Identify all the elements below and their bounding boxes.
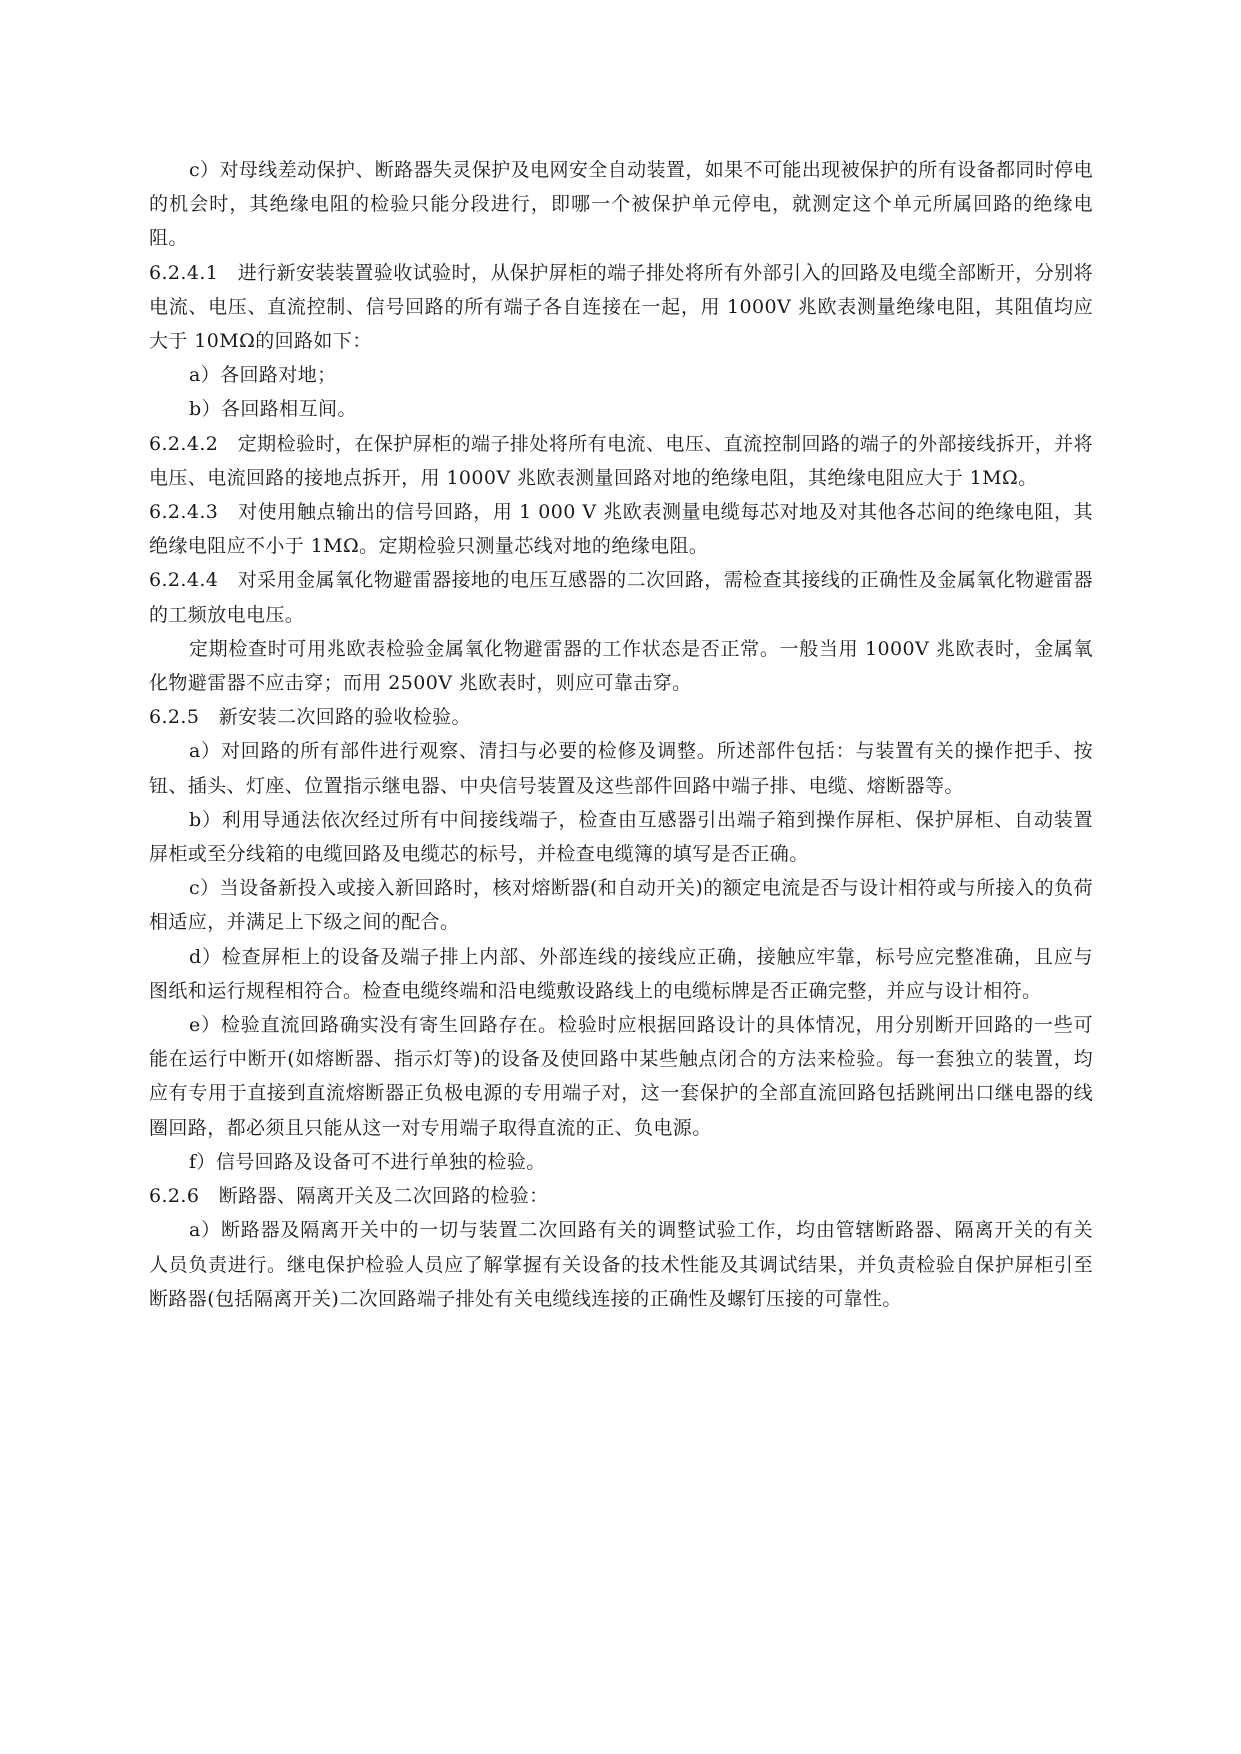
section-paragraph: 6.2.4.4 对采用金属氧化物避雷器接地的电压互感器的二次回路，需检查其接线的正确性及金属氧化物避雷器的工频放电电压。 [149, 569, 1093, 626]
list-item: c）当设备新投入或接入新回路时，核对熔断器(和自动开关)的额定电流是否与设计相符或与所接入的负荷相适应，并满足上下级之间的配合。 [149, 877, 1093, 934]
section-paragraph: 6.2.4.2 定期检验时，在保护屏柜的端子排处将所有电流、电压、直流控制回路的端子的外部接线拆开，并将电压、电流回路的接地点拆开，用 1000V 兆欧表测量回路对地的绝缘电阻，其绝缘电阻应大于 1MΩ。 [149, 432, 1093, 489]
list-item: f）信号回路及设备可不进行单独的检验。 [189, 1150, 546, 1173]
section-heading: 6.2.6 断路器、隔离开关及二次回路的检验： [149, 1185, 549, 1208]
section-paragraph: 6.2.4.1 进行新安装装置验收试验时，从保护屏柜的端子排处将所有外部引入的回路及电缆全部断开，分别将电流、电压、直流控制、信号回路的所有端子各自连接在一起，用 1000V 兆欧表测量绝缘电阻，其阻值均应大于 10MΩ的回路如下： [149, 261, 1093, 353]
list-item: d）检查屏柜上的设备及端子排上内部、外部连线的接线应正确，接触应牢靠，标号应完整准确，且应与图纸和运行规程相符合。检查电缆终端和沿电缆敷设路线上的电缆标牌是否正确完整，并应与设计相符。 [149, 945, 1093, 1002]
section-paragraph: 6.2.4.3 对使用触点输出的信号回路，用 1 000 V 兆欧表测量电缆每芯对地及对其他各芯间的绝缘电阻，其绝缘电阻应不小于 1MΩ。定期检验只测量芯线对地的绝缘电阻。 [149, 501, 1093, 558]
list-item: a）断路器及隔离开关中的一切与装置二次回路有关的调整试验工作，均由管辖断路器、隔离开关的有关人员负责进行。继电保护检验人员应了解掌握有关设备的技术性能及其调试结果，并负责检验自保护屏柜引至断路器(包括隔离开关)二次回路端子排处有关电缆线连接的正确性及螺钉压接的可靠性。 [149, 1219, 1093, 1310]
list-item: b）各回路相互间。 [189, 398, 357, 421]
list-item: b）利用导通法依次经过所有中间接线端子，检查由互感器引出端子箱到操作屏柜、保护屏柜、自动装置屏柜或至分线箱的电缆回路及电缆芯的标号，并检查电缆簿的填写是否正确。 [149, 808, 1093, 866]
paragraph: c）对母线差动保护、断路器失灵保护及电网安全自动装置，如果不可能出现被保护的所有设备都同时停电的机会时，其绝缘电阻的检验只能分段进行，即哪一个被保护单元停电，就测定这个单元所属回路的绝缘电阻。 [149, 159, 1093, 250]
document-body [149, 153, 1093, 1316]
list-item: a）各回路对地； [189, 364, 337, 387]
list-item: e）检验直流回路确实没有寄生回路存在。检验时应根据回路设计的具体情况，用分别断开回路的一些可能在运行中断开(如熔断器、指示灯等)的设备及使回路中某些触点闭合的方法来检验。每一套独立的装置，均应有专用于直接到直流熔断器正负极电源的专用端子对，这一套保护的全部直流回路包括跳闸出口继电器的线圈回路，都必须且只能从这一对专用端子取得直流的正、负电源。 [149, 1014, 1093, 1139]
section-heading: 6.2.5 新安装二次回路的验收检验。 [149, 706, 471, 729]
list-item: a）对回路的所有部件进行观察、清扫与必要的检修及调整。所述部件包括：与装置有关的操作把手、按钮、插头、灯座、位置指示继电器、中央信号装置及这些部件回路中端子排、电缆、熔断器等。 [149, 740, 1093, 797]
paragraph: 定期检查时可用兆欧表检验金属氧化物避雷器的工作状态是否正常。一般当用 1000V 兆欧表时，金属氧化物避雷器不应击穿；而用 2500V 兆欧表时，则应可靠击穿。 [149, 637, 1093, 695]
